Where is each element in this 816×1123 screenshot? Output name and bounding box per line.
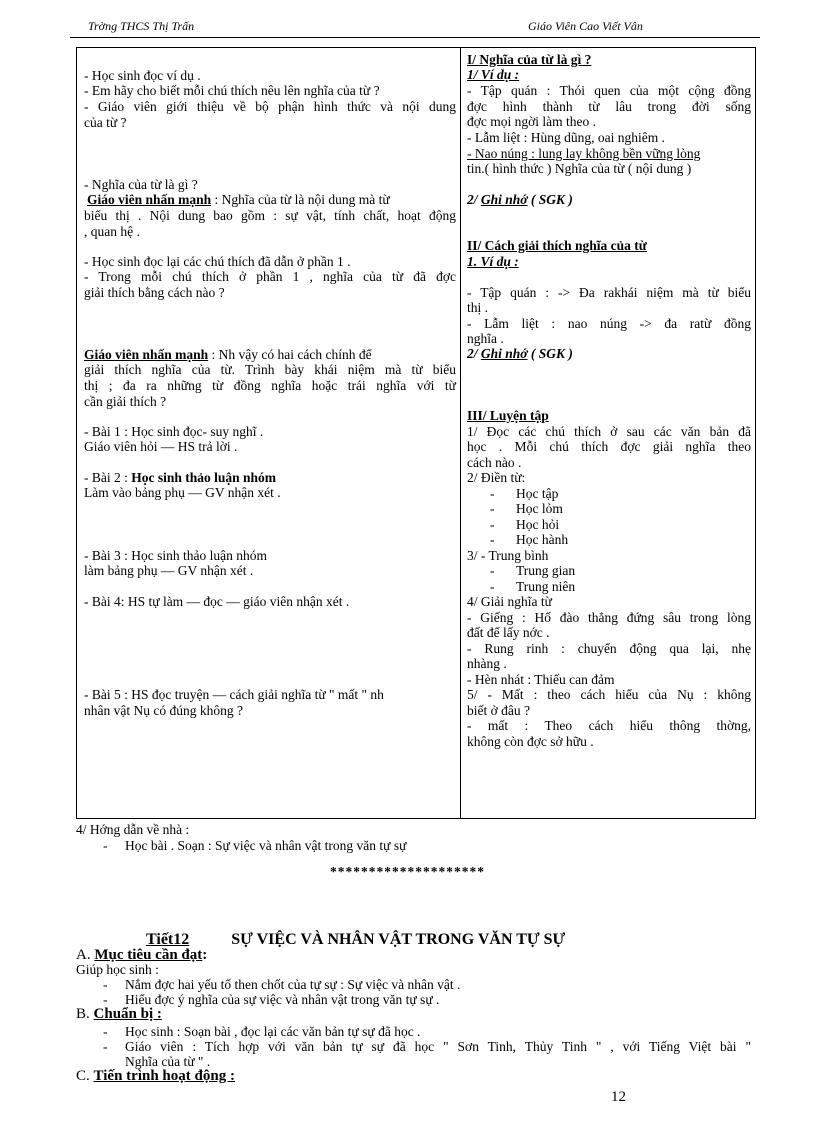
left-line: - Bài 4: HS tự làm — đọc — giáo viên nhận xét . xyxy=(84,594,350,609)
lesson-title xyxy=(146,931,565,949)
right-line: 4/ Giải nghĩa từ xyxy=(467,594,552,609)
emphasis-label: Giáo viên nhấn mạnh xyxy=(84,347,209,362)
left-text: : Nghĩa của từ là nội dung mà từ xyxy=(214,192,390,207)
section-a-intro: Giúp học sinh : xyxy=(76,962,159,977)
column-divider xyxy=(460,48,461,818)
left-text: - Bài 2 : xyxy=(84,470,128,485)
right-line: đất để lấy nớc . xyxy=(467,625,550,640)
list-item: - Nắm đợc hai yếu tố then chốt của tự sự : Sự việc và nhân vật . xyxy=(103,977,461,992)
left-line: Giáo viên hỏi — HS trả lời . xyxy=(84,439,238,454)
right-line: - Lẫm liệt : Hùng dũng, oai nghiêm . xyxy=(467,130,665,145)
note-line: 2/ Ghi nhớ ( SGK ) xyxy=(467,192,573,207)
homework-item: - Học bài . Soạn : Sự việc và nhân vật trong văn tự sự xyxy=(103,838,407,853)
section-a-heading: A. Mục tiêu cần đạt: xyxy=(76,947,208,963)
right-line: 1/ Đọc các chú thích ở sau các văn bản đã xyxy=(467,424,751,439)
left-line: cần giải thích ? xyxy=(84,394,167,409)
right-line: - Lẫm liệt : nao núng -> đa ratừ đồng xyxy=(467,316,751,331)
left-line: giải thích nghĩa của từ. Trình bày khái niệm mà từ biểu xyxy=(84,362,456,377)
left-line: Làm vào bảng phụ — GV nhận xét . xyxy=(84,485,281,500)
left-line: , quan hệ . xyxy=(84,224,140,239)
right-line: nhàng . xyxy=(467,656,507,671)
list-item-cont: Nghĩa của từ " . xyxy=(125,1054,211,1069)
left-line: - Bài 1 : Học sinh đọc- suy nghĩ . xyxy=(84,424,264,439)
homework-title: 4/ Hớng dẫn về nhà : xyxy=(76,822,190,837)
right-line: học . Mỗi chú thích đợc giải nghĩa theo xyxy=(467,439,751,454)
list-item: - Học tập xyxy=(490,486,559,501)
section-c-heading: C. Tiến trình hoạt động : xyxy=(76,1068,235,1084)
emphasis-label: Học sinh thảo luận nhóm xyxy=(131,470,277,485)
right-line: - Giếng : Hố đào thẳng đứng sâu trong lòng xyxy=(467,610,751,625)
right-line: - Tập quán : Thói quen của một cộng đồng xyxy=(467,83,751,98)
left-line: - Học sinh đọc ví dụ . xyxy=(84,68,201,83)
right-line: không còn đợc sở hữu . xyxy=(467,734,594,749)
section-title: II/ Cách giải thích nghĩa của từ xyxy=(467,238,647,253)
list-item: - Học hành xyxy=(490,532,569,547)
section-title: III/ Luyện tập xyxy=(467,408,549,423)
left-line: của từ ? xyxy=(84,115,127,130)
right-line: - Tập quán : -> Đa rakhái niệm mà từ biểu xyxy=(467,285,751,300)
subsection-title: 1/ Ví dụ : xyxy=(467,67,520,82)
left-line: - Em hãy cho biết mỗi chú thích nêu lên nghĩa của từ ? xyxy=(84,83,380,98)
section-b-heading: B. Chuẩn bị : xyxy=(76,1006,162,1022)
left-line: nhân vật Nụ có đúng không ? xyxy=(84,703,243,718)
left-line: thị ; đa ra những từ đồng nghĩa hoặc trái nghĩa với từ xyxy=(84,378,456,393)
right-line: nghĩa . xyxy=(467,331,504,346)
left-line: - Giáo viên giới thiệu về bộ phận hình thức và nội dung xyxy=(84,99,456,114)
list-item: - Hiểu đợc ý nghĩa của sự việc và nhân vật trong văn tự sự . xyxy=(103,992,440,1007)
lesson-heading: SỰ VIỆC VÀ NHÂN VẬT TRONG VĂN TỰ SỰ xyxy=(231,931,566,948)
list-item: - Học hỏi xyxy=(490,517,560,532)
right-line: đợc mọi ngời làm theo . xyxy=(467,114,597,129)
right-line: - mất : Theo cách hiểu thông thờng, xyxy=(467,718,751,733)
section-title: I/ Nghĩa của từ là gì ? xyxy=(467,52,592,67)
list-item: - Học sinh : Soạn bài , đọc lại các văn bản tự sự đã học . xyxy=(103,1024,421,1039)
list-item: - Trung gian xyxy=(490,563,576,578)
left-line: làm bảng phụ — GV nhận xét . xyxy=(84,563,254,578)
right-line: tin.( hình thức ) Nghĩa của từ ( nội dung ) xyxy=(467,161,692,176)
emphasis-label: Giáo viên nhấn mạnh xyxy=(87,192,212,207)
header-school: Trờng THCS Thị Trấn xyxy=(88,19,195,33)
note-line: 2/ Ghi nhớ ( SGK ) xyxy=(467,346,573,361)
left-line: - Trong mỗi chú thích ở phần 1 , nghĩa của từ đã đợc xyxy=(84,269,456,284)
page-number: 12 xyxy=(611,1089,626,1105)
left-line: biểu thị . Nội dung bao gồm : sự vật, tính chất, hoạt động xyxy=(84,208,456,223)
right-line: - Hèn nhát : Thiếu can đảm xyxy=(467,672,615,687)
right-line: - Nao núng : lung lay không bền vững lòng xyxy=(467,146,701,161)
left-line xyxy=(84,470,456,485)
right-line: 3/ - Trung bình xyxy=(467,548,549,563)
list-item: - Học lỏm xyxy=(490,501,563,516)
right-line: thị . xyxy=(467,300,489,315)
lesson-number: Tiết12 xyxy=(146,931,190,948)
left-text: : Nh vậy có hai cách chính để xyxy=(211,347,372,362)
left-line: - Nghĩa của từ là gì ? xyxy=(84,177,198,192)
separator: ******************** xyxy=(330,864,485,879)
header-rule xyxy=(70,37,760,38)
left-line: giải thích bằng cách nào ? xyxy=(84,285,225,300)
right-line: 5/ - Mất : theo cách hiểu của Nụ : không xyxy=(467,687,751,702)
left-line xyxy=(84,347,456,362)
left-line: - Học sinh đọc lại các chú thích đã dẫn ở phần 1 . xyxy=(84,254,351,269)
left-line xyxy=(84,192,456,207)
right-line: - Rung rinh : chuyển động qua lại, nhẹ xyxy=(467,641,751,656)
right-line: cách nào . xyxy=(467,455,522,470)
right-line: đợc hình thành từ lâu trong đời sống xyxy=(467,99,751,114)
right-line: 2/ Điền từ: xyxy=(467,470,526,485)
subsection-title: 1. Ví dụ : xyxy=(467,254,519,269)
list-item: - Trung niên xyxy=(490,579,576,594)
right-line: biết ở đâu ? xyxy=(467,703,530,718)
left-line: - Bài 5 : HS đọc truyện — cách giải nghĩa từ " mất " nh xyxy=(84,687,384,702)
list-item: - Giáo viên : Tích hợp với văn bản tự sự đã học " Sơn Tinh, Thủy Tinh " , với Tiếng Việt bài " xyxy=(103,1039,751,1054)
header-teacher: Giáo Viên Cao Viết Vân xyxy=(528,19,643,33)
left-line: - Bài 3 : Học sinh thảo luận nhóm xyxy=(84,548,267,563)
